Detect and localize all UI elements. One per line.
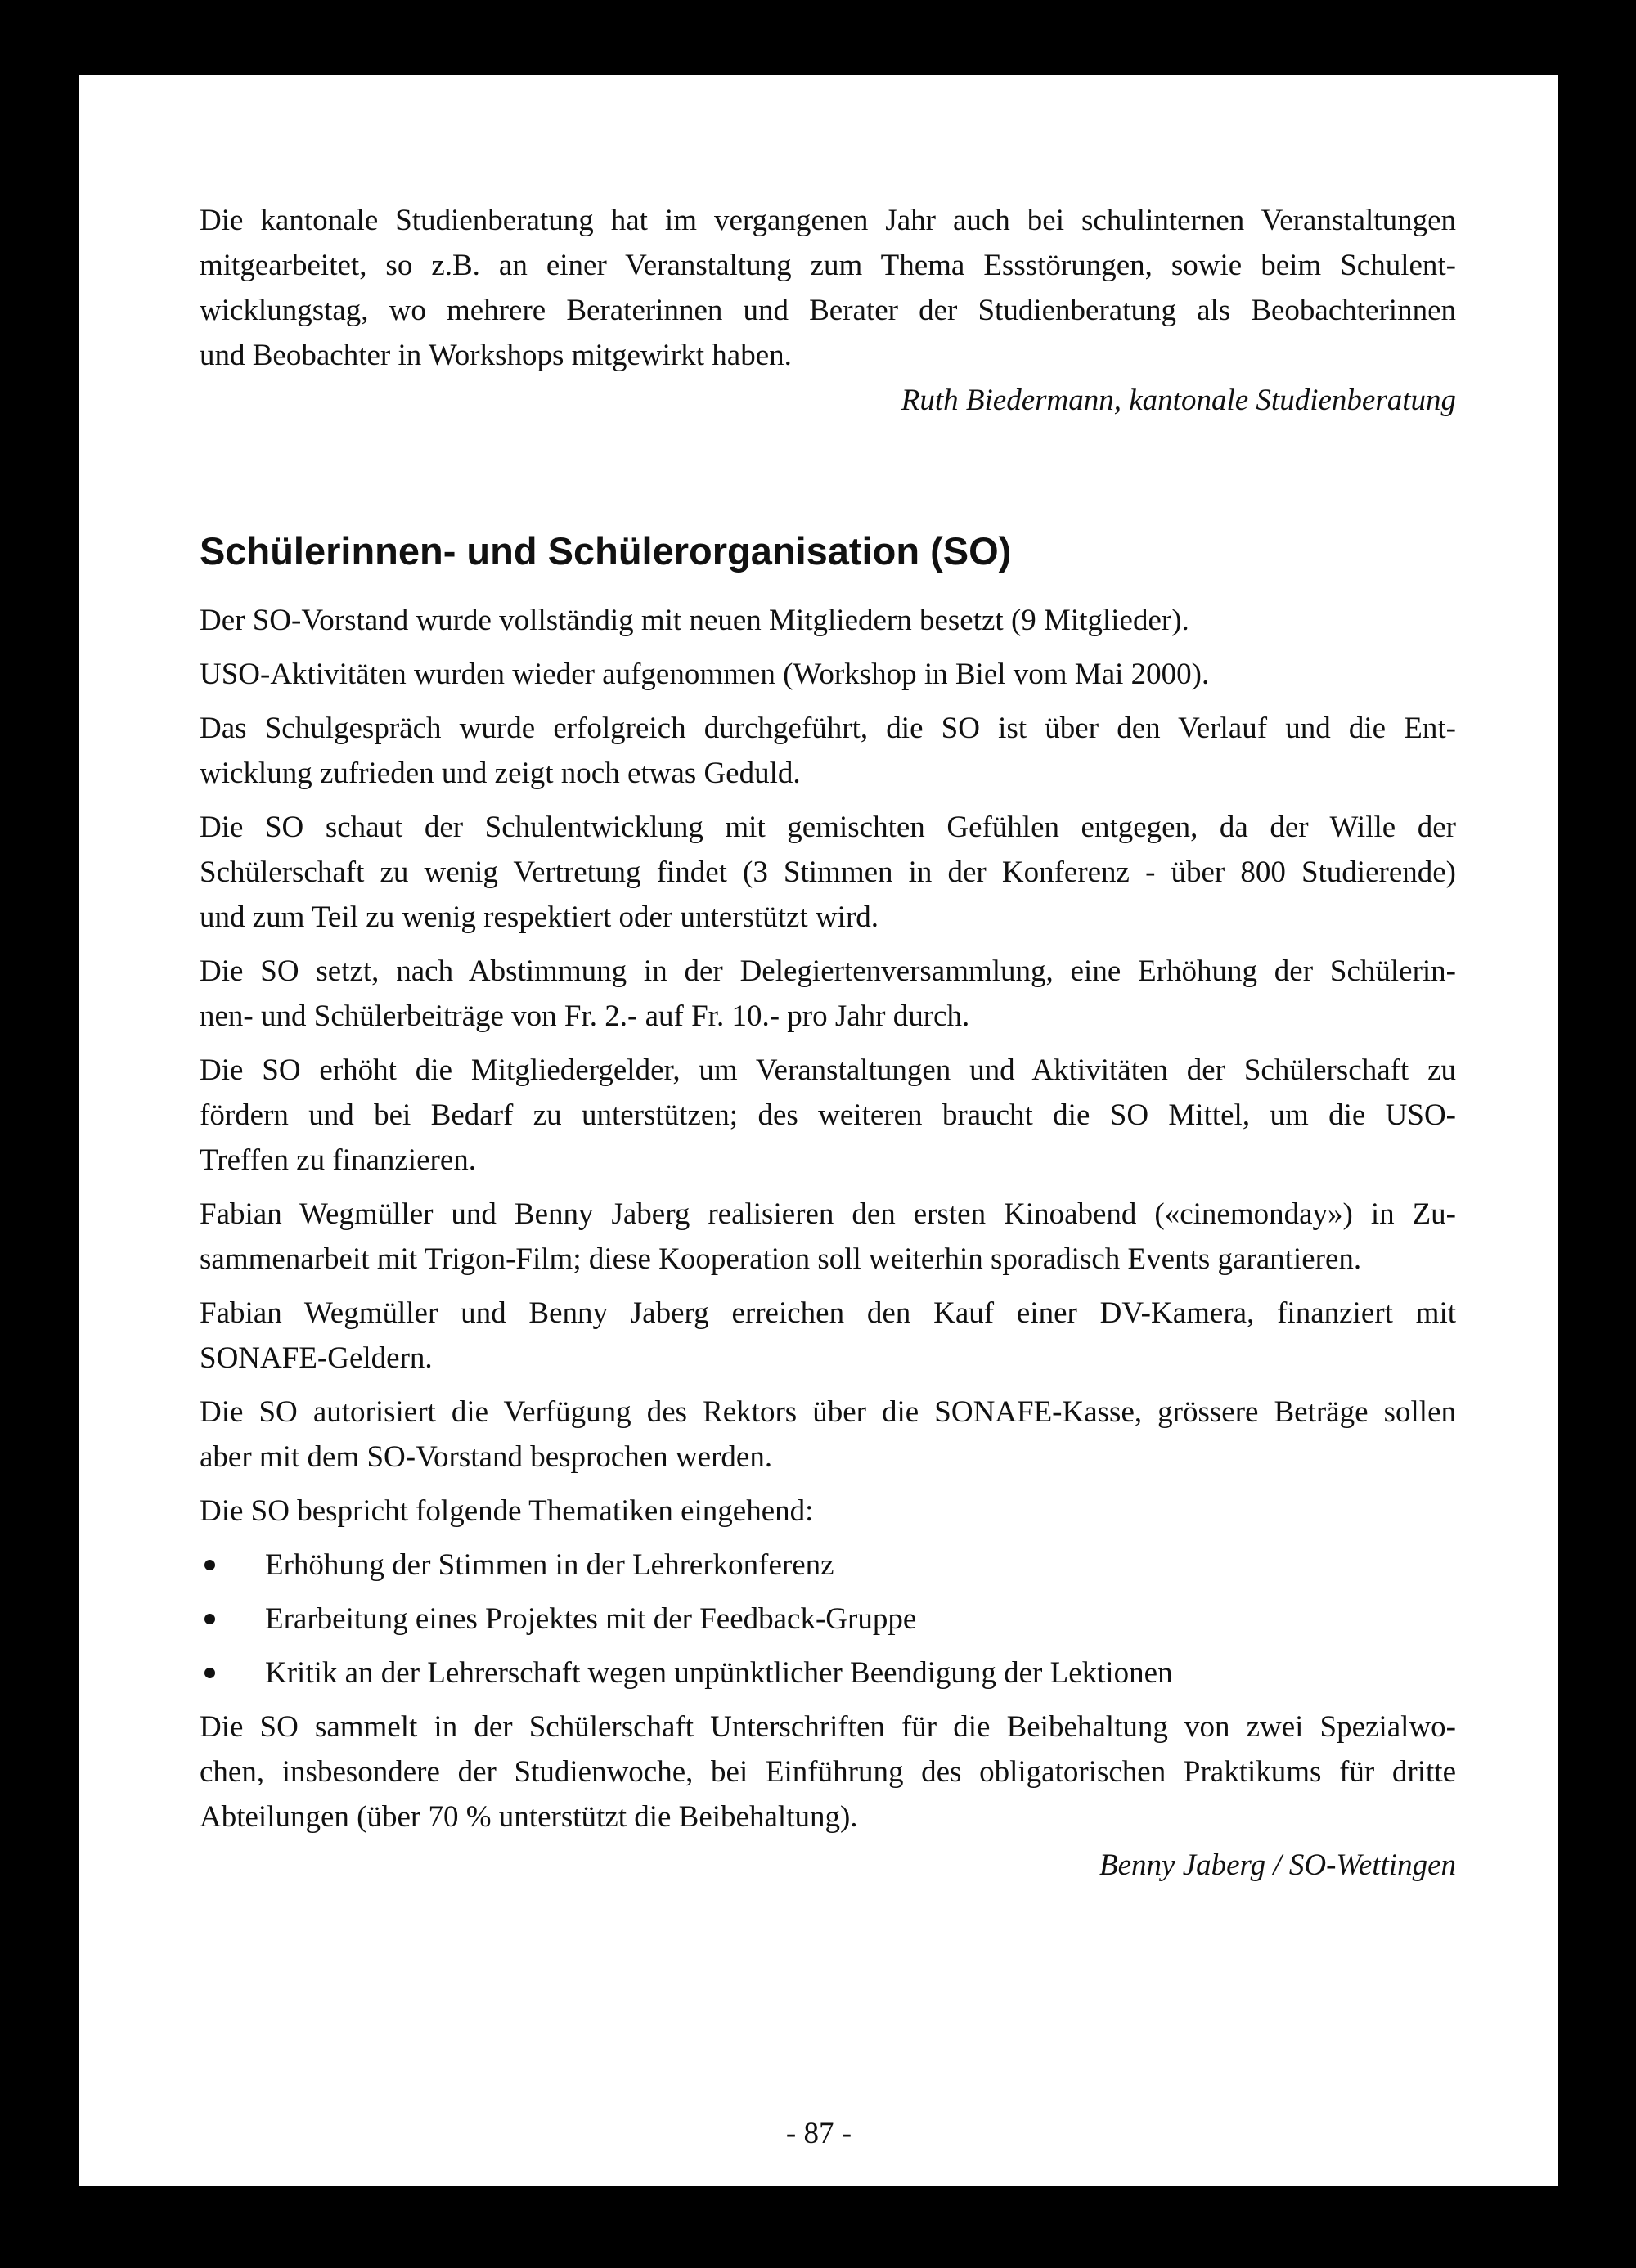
text-line: aber mit dem SO-Vorstand besprochen werden. <box>200 1440 773 1474</box>
text-line: Abteilungen (über 70 % unterstützt die Beibehaltung). <box>200 1800 858 1834</box>
text-line: Fabian Wegmüller und Benny Jaberg realisieren den ersten Kinoabend («cinemonday») in Zu- <box>200 1197 1456 1231</box>
text-line: Erarbeitung eines Projektes mit der Feedback-Gruppe <box>265 1602 917 1636</box>
bullet-icon <box>204 1560 215 1570</box>
text-line: Treffen zu finanzieren. <box>200 1143 477 1177</box>
section-studienberatung <box>200 198 1456 423</box>
signature: Ruth Biedermann, kantonale Studienberatung <box>901 384 1456 417</box>
text-line: mitgearbeitet, so z.B. an einer Veranstaltung zum Thema Essstörungen, sowie beim Schulent- <box>200 249 1456 282</box>
text-line: chen, insbesondere der Studienwoche, bei Einführung des obligatorischen Praktikums für dritte <box>200 1755 1456 1789</box>
text-line: Die SO schaut der Schulentwicklung mit gemischten Gefühlen entgegen, da der Wille der <box>200 811 1456 844</box>
text-line: SONAFE-Geldern. <box>200 1341 433 1375</box>
bullet-icon <box>204 1668 215 1678</box>
text-line: Die SO bespricht folgende Thematiken eingehend: <box>200 1494 814 1528</box>
text-line: Erhöhung der Stimmen in der Lehrerkonferenz <box>265 1548 834 1582</box>
text-line: Kritik an der Lehrerschaft wegen unpünktlicher Beendigung der Lektionen <box>265 1656 1173 1690</box>
text-line: nen- und Schülerbeiträge von Fr. 2.- auf Fr. 10.- pro Jahr durch. <box>200 999 970 1033</box>
text-line: Die SO autorisiert die Verfügung des Rektors über die SONAFE-Kasse, grössere Beträge sollen <box>200 1395 1456 1429</box>
section-schuelerorganisation <box>200 598 1456 1888</box>
text-line: Das Schulgespräch wurde erfolgreich durchgeführt, die SO ist über den Verlauf und die Ent- <box>200 712 1456 745</box>
section-body <box>200 598 1456 1839</box>
paragraph <box>200 1291 1456 1381</box>
paragraph <box>200 1048 1456 1183</box>
paragraph <box>200 598 1456 643</box>
document-page <box>79 75 1558 2186</box>
section-heading: Schülerinnen- und Schülerorganisation (SO) <box>200 529 1012 573</box>
bullet-icon <box>204 1614 215 1624</box>
paragraph <box>200 198 1456 378</box>
paragraph <box>200 805 1456 940</box>
paragraph <box>200 1489 1456 1534</box>
text-line: wicklungstag, wo mehrere Beraterinnen und Berater der Studienberatung als Beobachterinnen <box>200 294 1456 327</box>
text-line: Fabian Wegmüller und Benny Jaberg erreichen den Kauf einer DV-Kamera, finanziert mit <box>200 1296 1456 1330</box>
text-line: Die SO sammelt in der Schülerschaft Unterschriften für die Beibehaltung von zwei Spezialwo- <box>200 1710 1456 1744</box>
text-line: Die SO setzt, nach Abstimmung in der Delegiertenversammlung, eine Erhöhung der Schülerin- <box>200 954 1456 988</box>
paragraph <box>200 706 1456 796</box>
paragraph <box>200 1192 1456 1282</box>
page-number: - 87 - <box>785 2117 852 2150</box>
text-line: Schülerschaft zu wenig Vertretung findet (3 Stimmen in der Konferenz - über 800 Studierende) <box>200 856 1456 889</box>
text-line: und zum Teil zu wenig respektiert oder unterstützt wird. <box>200 900 879 934</box>
text-line: Die kantonale Studienberatung hat im vergangenen Jahr auch bei schulinternen Veranstaltungen <box>200 204 1456 237</box>
text-line: fördern und bei Bedarf zu unterstützen; des weiteren braucht die SO Mittel, um die USO- <box>200 1098 1456 1132</box>
signature: Benny Jaberg / SO-Wettingen <box>1099 1848 1456 1882</box>
bullet-item <box>200 1543 1456 1588</box>
paragraph <box>200 652 1456 697</box>
text-line: Der SO-Vorstand wurde vollständig mit neuen Mitgliedern besetzt (9 Mitglieder). <box>200 604 1189 637</box>
text-line: sammenarbeit mit Trigon-Film; diese Kooperation soll weiterhin sporadisch Events garantieren. <box>200 1242 1362 1276</box>
text-line: USO-Aktivitäten wurden wieder aufgenommen (Workshop in Biel vom Mai 2000). <box>200 658 1210 691</box>
paragraph <box>200 1704 1456 1839</box>
paragraph <box>200 949 1456 1039</box>
text-line: Die SO erhöht die Mitgliedergelder, um Veranstaltungen und Aktivitäten der Schülerschaft zu <box>200 1053 1456 1087</box>
text-line: und Beobachter in Workshops mitgewirkt haben. <box>200 339 792 372</box>
bullet-item <box>200 1650 1456 1695</box>
bullet-item <box>200 1597 1456 1641</box>
paragraph <box>200 1390 1456 1480</box>
text-line: wicklung zufrieden und zeigt noch etwas Geduld. <box>200 757 801 790</box>
